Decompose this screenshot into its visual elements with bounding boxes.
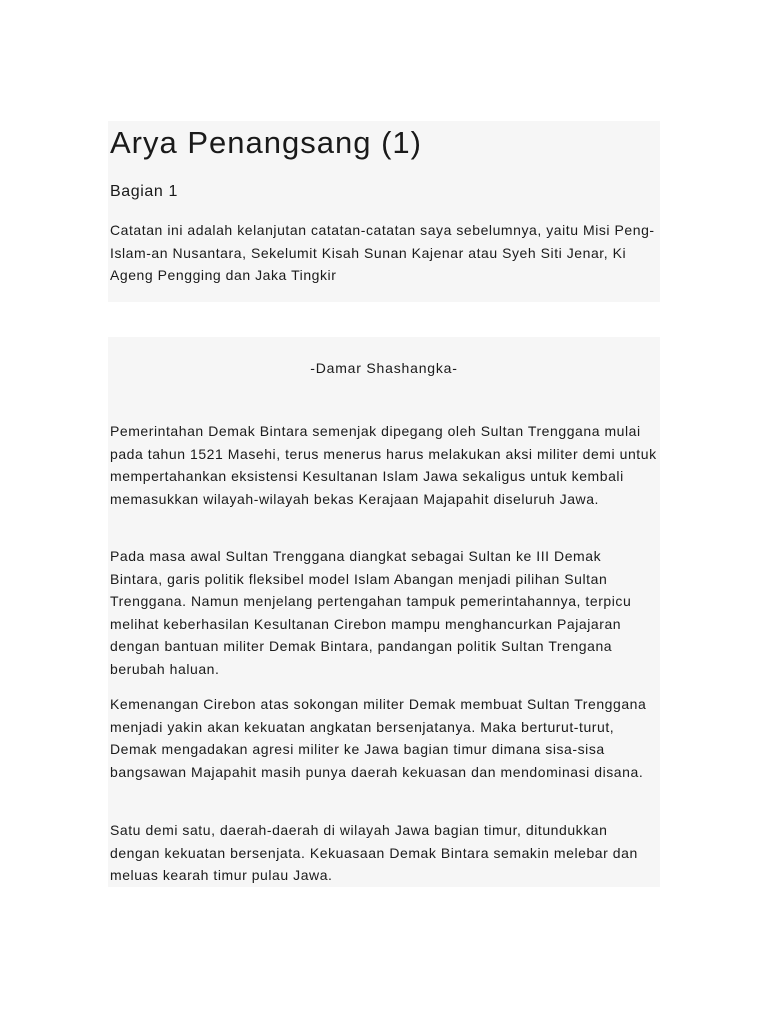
body-paragraph: Satu demi satu, daerah-daerah di wilayah Jawa bagian timur, ditundukkan dengan kekuatan bersenjata. Kekuasaan Demak Bintara semakin melebar dan meluas kearah timur pulau Jawa. [110,822,638,883]
section-label: Bagian 1 [110,183,178,200]
body-block [108,337,660,887]
body-paragraph: Kemenangan Cirebon atas sokongan militer Demak membuat Sultan Trenggana menjadi yakin akan kekuatan angkatan bersenjatanya. Maka berturut-turut, Demak mengadakan agresi militer ke Jawa bagian timur dimana sisa-sisa bangsawan Majapahit masih punya daerah kekuasan dan mendominasi disana. [110,696,647,780]
header-block [108,121,660,302]
body-paragraph: Pada masa awal Sultan Trenggana diangkat sebagai Sultan ke III Demak Bintara, garis politik fleksibel model Islam Abangan menjadi pilihan Sultan Trenggana. Namun menjelang pertengahan tampuk pemerintahannya, terpicu melihat keberhasilan Kesultanan Cirebon mampu menghancurkan Pajajaran dengan bantuan militer Demak Bintara, pandangan politik Sultan Trengana berubah haluan. [110,548,632,677]
body-paragraph: Pemerintahan Demak Bintara semenjak dipegang oleh Sultan Trenggana mulai pada tahun 1521 Masehi, terus menerus harus melakukan aksi militer demi untuk mempertahankan eksistensi Kesultanan Islam Jawa sekaligus untuk kembali memasukkan wilayah-wilayah bekas Kerajaan Majapahit diseluruh Jawa. [110,423,657,507]
author-line: -Damar Shashangka- [310,360,458,376]
document-title: Arya Penangsang (1) [110,125,422,160]
intro-paragraph: Catatan ini adalah kelanjutan catatan-catatan saya sebelumnya, yaitu Misi Peng-Islam-an Nusantara, Sekelumit Kisah Sunan Kajenar atau Syeh Siti Jenar, Ki Ageng Pengging dan Jaka Tingkir [110,222,655,283]
